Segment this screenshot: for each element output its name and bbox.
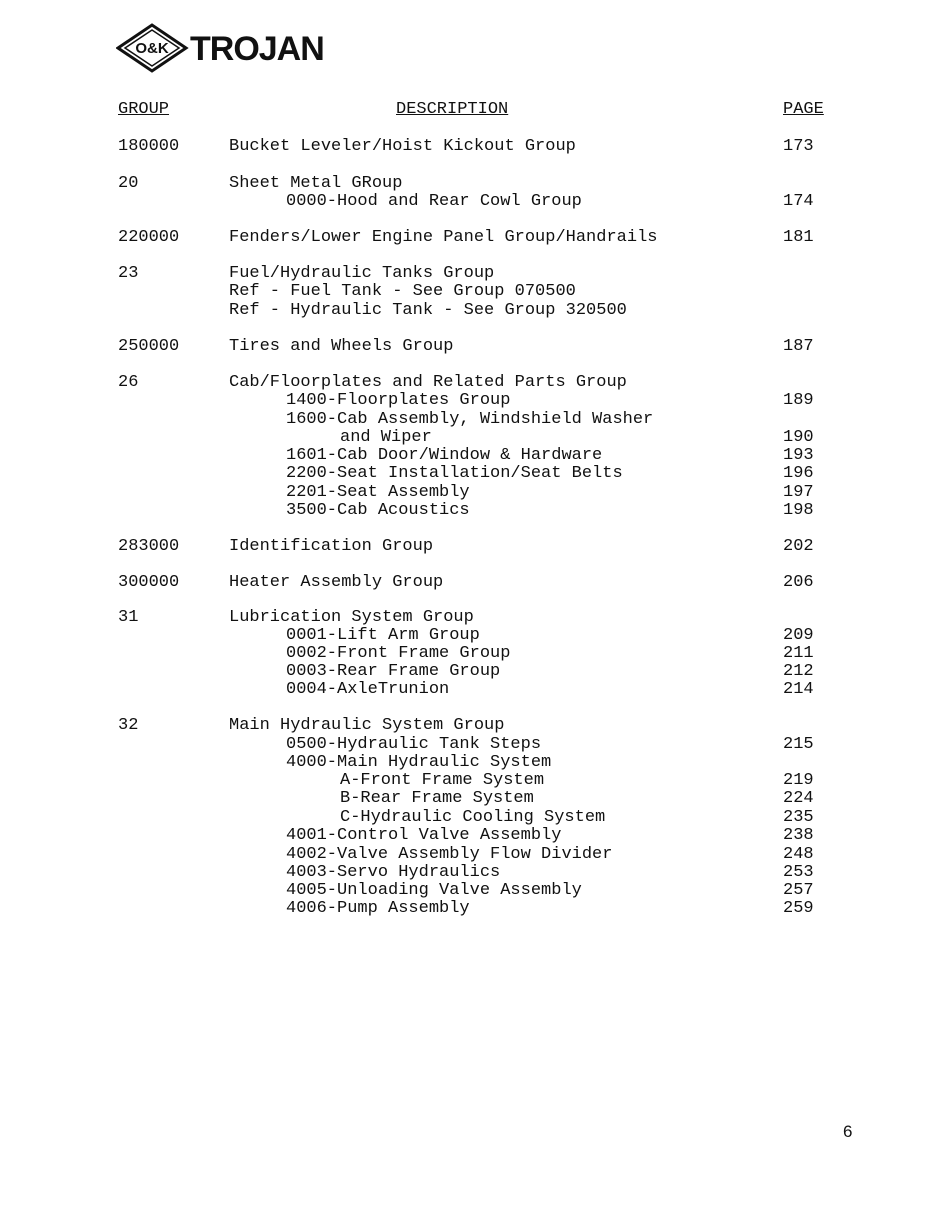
entry-page: 257	[783, 881, 814, 900]
entry-page: 190	[783, 428, 814, 447]
toc-entry	[0, 193, 935, 211]
entry-page: 253	[783, 863, 814, 882]
entry-page: 206	[783, 573, 814, 592]
toc-entry	[0, 374, 935, 392]
toc-entry	[0, 754, 935, 772]
entry-description: C-Hydraulic Cooling System	[340, 808, 606, 827]
toc-entry	[0, 465, 935, 483]
entry-description: Lubrication System Group	[229, 608, 474, 627]
entry-description: 0001-Lift Arm Group	[286, 626, 480, 645]
toc-entry	[0, 809, 935, 827]
toc-entry	[0, 574, 935, 592]
entry-description: 2200-Seat Installation/Seat Belts	[286, 464, 623, 483]
entry-description: Tires and Wheels Group	[229, 337, 454, 356]
toc-entry	[0, 265, 935, 283]
entry-description: 3500-Cab Acoustics	[286, 501, 470, 520]
toc-entry	[0, 609, 935, 627]
entry-description: and Wiper	[340, 428, 432, 447]
entry-page: 219	[783, 771, 814, 790]
trojan-logo	[116, 22, 376, 74]
toc-entry	[0, 864, 935, 882]
entry-description: A-Front Frame System	[340, 771, 545, 790]
entry-group: 220000	[118, 228, 180, 247]
toc-entry	[0, 502, 935, 520]
entry-description: Heater Assembly Group	[229, 573, 444, 592]
toc-entry	[0, 411, 935, 429]
toc-entry	[0, 283, 935, 301]
entry-description: 4002-Valve Assembly Flow Divider	[286, 845, 613, 864]
entry-description: Main Hydraulic System Group	[229, 716, 505, 735]
entry-page: 181	[783, 228, 814, 247]
entry-page: 193	[783, 446, 814, 465]
entry-group: 26	[118, 373, 139, 392]
toc-entry	[0, 447, 935, 465]
entry-page: 209	[783, 626, 814, 645]
entry-page: 211	[783, 644, 814, 663]
toc-entry	[0, 138, 935, 156]
entry-description: Fenders/Lower Engine Panel Group/Handrails	[229, 228, 658, 247]
entry-description: Fuel/Hydraulic Tanks Group	[229, 264, 495, 283]
entry-group: 300000	[118, 573, 180, 592]
entry-page: 259	[783, 899, 814, 918]
entry-description: 2201-Seat Assembly	[286, 483, 470, 502]
toc-entry	[0, 175, 935, 193]
toc-entry	[0, 882, 935, 900]
entry-page: 235	[783, 808, 814, 827]
entry-description: 0500-Hydraulic Tank Steps	[286, 735, 542, 754]
entry-description: 4001-Control Valve Assembly	[286, 826, 562, 845]
toc-entry	[0, 790, 935, 808]
toc-entry	[0, 681, 935, 699]
toc-entry	[0, 229, 935, 247]
toc-entry	[0, 645, 935, 663]
entry-group: 32	[118, 716, 139, 735]
toc-entry	[0, 736, 935, 754]
entry-description: Bucket Leveler/Hoist Kickout Group	[229, 137, 576, 156]
header-page: PAGE	[783, 100, 824, 119]
entry-page: 248	[783, 845, 814, 864]
entry-description: 4000-Main Hydraulic System	[286, 753, 552, 772]
entry-description: 0002-Front Frame Group	[286, 644, 511, 663]
entry-description: 0003-Rear Frame Group	[286, 662, 501, 681]
header-group: GROUP	[118, 100, 170, 119]
entry-group: 20	[118, 174, 139, 193]
toc-entry	[0, 484, 935, 502]
entry-description: Ref - Fuel Tank - See Group 070500	[229, 282, 576, 301]
entry-page: 189	[783, 391, 814, 410]
toc-entry	[0, 772, 935, 790]
entry-description: 1600-Cab Assembly, Windshield Washer	[286, 410, 654, 429]
toc-entry	[0, 717, 935, 735]
entry-group: 250000	[118, 337, 180, 356]
entry-description: 4005-Unloading Valve Assembly	[286, 881, 582, 900]
entry-description: Identification Group	[229, 537, 434, 556]
header-description: DESCRIPTION	[396, 100, 509, 119]
entry-page: 197	[783, 483, 814, 502]
toc-entry	[0, 338, 935, 356]
entry-page: 214	[783, 680, 814, 699]
entry-group: 180000	[118, 137, 180, 156]
entry-description: 4003-Servo Hydraulics	[286, 863, 501, 882]
entry-page: 212	[783, 662, 814, 681]
toc-entry	[0, 429, 935, 447]
toc-entry	[0, 900, 935, 918]
entry-description: Cab/Floorplates and Related Parts Group	[229, 373, 627, 392]
toc-entry	[0, 663, 935, 681]
toc-entry	[0, 846, 935, 864]
logo-badge-text: O&K	[135, 40, 169, 57]
entry-page: 196	[783, 464, 814, 483]
entry-page: 238	[783, 826, 814, 845]
entry-description: B-Rear Frame System	[340, 789, 534, 808]
entry-group: 283000	[118, 537, 180, 556]
entry-group: 23	[118, 264, 139, 283]
page-number: 6	[843, 1122, 853, 1141]
toc-entry	[0, 302, 935, 320]
entry-description: Ref - Hydraulic Tank - See Group 320500	[229, 301, 627, 320]
toc-entry	[0, 627, 935, 645]
entry-description: 1601-Cab Door/Window & Hardware	[286, 446, 603, 465]
toc-entry	[0, 827, 935, 845]
entry-description: 0000-Hood and Rear Cowl Group	[286, 192, 582, 211]
entry-page: 215	[783, 735, 814, 754]
entry-page: 174	[783, 192, 814, 211]
entry-group: 31	[118, 608, 139, 627]
logo-brand-text: TROJAN	[190, 30, 324, 68]
entry-page: 198	[783, 501, 814, 520]
entry-description: 0004-AxleTrunion	[286, 680, 450, 699]
entry-page: 187	[783, 337, 814, 356]
entry-page: 173	[783, 137, 814, 156]
entry-description: Sheet Metal GRoup	[229, 174, 403, 193]
toc-entry	[0, 538, 935, 556]
entry-page: 202	[783, 537, 814, 556]
entry-description: 4006-Pump Assembly	[286, 899, 470, 918]
entry-page: 224	[783, 789, 814, 808]
entry-description: 1400-Floorplates Group	[286, 391, 511, 410]
toc-entry	[0, 392, 935, 410]
